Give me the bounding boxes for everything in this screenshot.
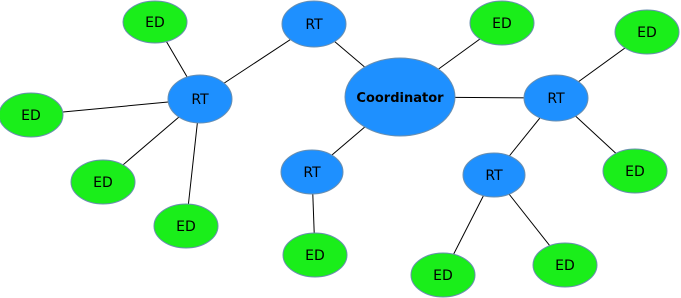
router-label: RT — [303, 165, 321, 181]
router-node-rt4 — [524, 75, 588, 121]
end-device-label: ED — [637, 25, 657, 41]
end-device-node-ed5 — [283, 233, 347, 277]
router-node-rt3 — [281, 150, 343, 194]
end-device-label: ED — [625, 164, 645, 180]
end-device-node-ed7 — [615, 10, 679, 54]
router-label: RT — [485, 168, 503, 184]
router-label: RT — [547, 91, 565, 107]
coordinator-label: Coordinator — [356, 91, 444, 106]
end-device-label: ED — [305, 248, 325, 264]
end-device-label: ED — [555, 258, 575, 274]
coordinator-node-coord — [345, 58, 455, 136]
router-node-rt2 — [282, 1, 346, 47]
end-device-label: ED — [492, 16, 512, 32]
end-device-label: ED — [93, 175, 113, 191]
end-device-label: ED — [21, 108, 41, 124]
end-device-node-ed6 — [470, 1, 534, 45]
end-device-node-ed9 — [411, 253, 475, 297]
router-label: RT — [305, 17, 323, 33]
router-label: RT — [191, 92, 209, 108]
end-device-node-ed10 — [533, 243, 597, 287]
end-device-label: ED — [433, 268, 453, 284]
end-device-node-ed2 — [0, 93, 63, 137]
end-device-node-ed3 — [71, 160, 135, 204]
router-node-rt1 — [168, 75, 232, 123]
router-node-rt5 — [463, 153, 525, 197]
end-device-label: ED — [176, 219, 196, 235]
end-device-label: ED — [145, 15, 165, 31]
end-device-node-ed4 — [154, 204, 218, 248]
end-device-node-ed1 — [123, 1, 187, 43]
end-device-node-ed8 — [603, 149, 667, 193]
edges-layer — [31, 22, 647, 275]
